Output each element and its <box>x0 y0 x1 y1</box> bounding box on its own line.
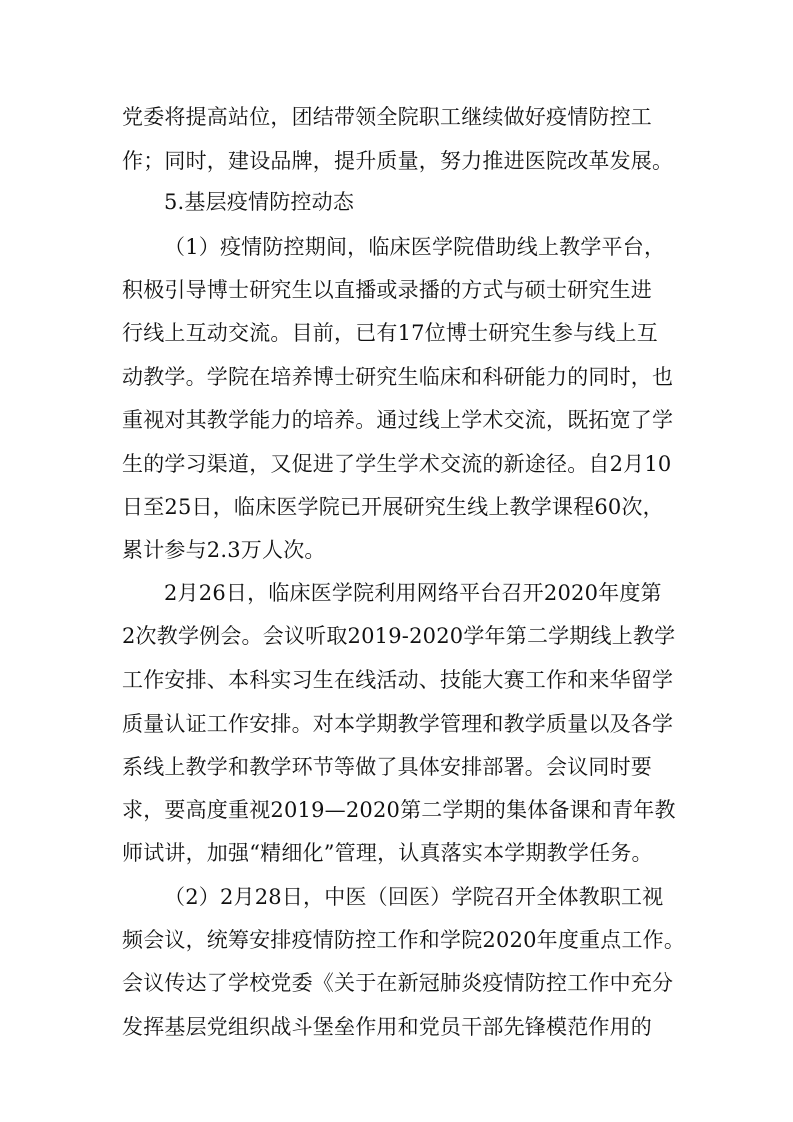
paragraph-line: 党委将提高站位，团结带领全院职工继续做好疫情防控工 <box>122 105 652 129</box>
paragraph-line: 行线上互动交流。目前，已有17位博士研究生参与线上互 <box>122 321 658 345</box>
paragraph-line: 作；同时，建设品牌，提升质量，努力推进医院改革发展。 <box>122 149 674 173</box>
paragraph-line: 2次教学例会。会议听取2019-2020学年第二学期线上教学 <box>122 624 676 648</box>
section-heading: 5.基层疫情防控动态 <box>164 190 355 214</box>
paragraph-line: 频会议，统筹安排疫情防控工作和学院2020年度重点工作。 <box>122 928 686 952</box>
paragraph-line: 动教学。学院在培养博士研究生临床和科研能力的同时，也 <box>122 365 674 389</box>
paragraph-line: 累计参与2.3万人次。 <box>122 538 326 562</box>
paragraph-line: 系线上教学和教学环节等做了具体安排部署。会议同时要 <box>122 755 652 779</box>
paragraph-line: 求，要高度重视2019—2020第二学期的集体备课和青年教 <box>122 798 676 822</box>
paragraph-line: 2月26日，临床医学院利用网络平台召开2020年度第 <box>164 581 662 605</box>
paragraph-line: 日至25日，临床医学院已开展研究生线上教学课程60次， <box>122 495 664 519</box>
paragraph-line: 工作安排、本科实习生在线活动、技能大赛工作和来华留学 <box>122 668 674 692</box>
paragraph-line: 会议传达了学校党委《关于在新冠肺炎疫情防控工作中充分 <box>122 971 674 995</box>
paragraph-line: 师试讲，加强“精细化”管理，认真落实本学期教学任务。 <box>122 841 653 865</box>
paragraph-line: 重视对其教学能力的培养。通过线上学术交流，既拓宽了学 <box>122 408 674 432</box>
paragraph-line: 生的学习渠道，又促进了学生学术交流的新途径。自2月10 <box>122 452 672 476</box>
paragraph-line: 发挥基层党组织战斗堡垒作用和党员干部先锋模范作用的 <box>122 1015 652 1039</box>
paragraph-line: （1）疫情防控期间，临床医学院借助线上教学平台， <box>164 235 666 259</box>
paragraph-line: 质量认证工作安排。对本学期教学管理和教学质量以及各学 <box>122 712 674 736</box>
paragraph-line: （2）2月28日，中医（回医）学院召开全体教职工视 <box>164 885 664 909</box>
paragraph-line: 积极引导博士研究生以直播或录播的方式与硕士研究生进 <box>122 278 652 302</box>
